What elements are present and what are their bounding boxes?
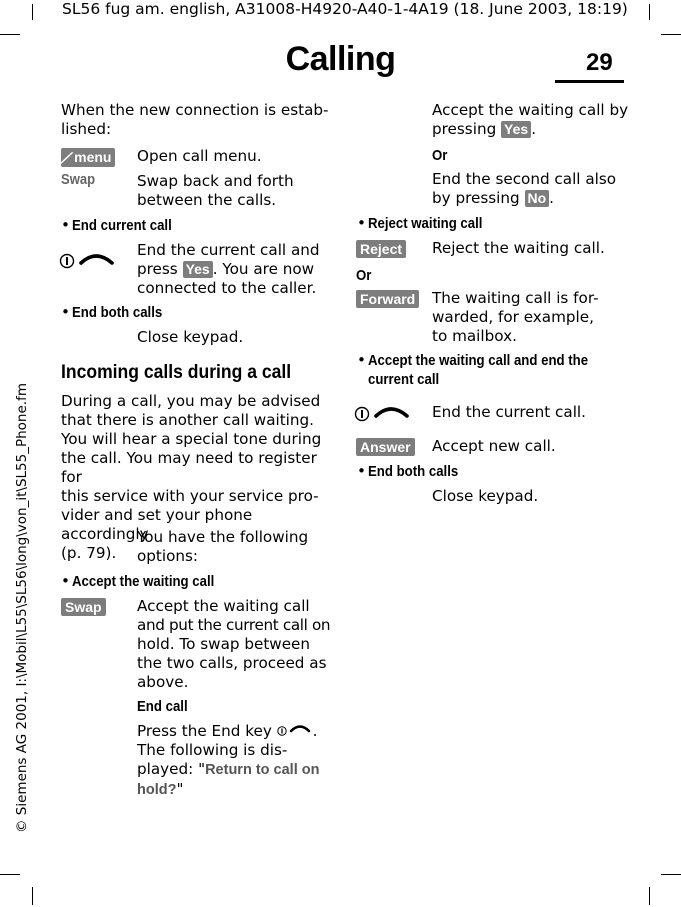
- accept-waiting-heading: Accept the waiting call: [72, 573, 215, 590]
- end-second-desc: End the second call also by pressing No .: [432, 170, 617, 207]
- crop-mark: [0, 34, 20, 35]
- end-key-icon: [60, 250, 120, 272]
- or-label: Or: [432, 147, 448, 164]
- end-both-calls-heading: End both calls: [368, 463, 459, 480]
- bullet: •: [61, 572, 70, 590]
- reject-waiting-heading: Reject waiting call: [368, 215, 483, 232]
- end-current-call-desc: End the current call.: [432, 403, 586, 421]
- header-rule: [555, 80, 624, 83]
- incoming-paragraph: During a call, you may be advised that there is another call waiting. You will hear a special tone during the call. You may need to register for this service with your service pro- vider and set your phone accordingly (p. 79).: [61, 392, 322, 562]
- page-number: 29: [586, 49, 613, 76]
- bullet: •: [61, 216, 70, 234]
- footer-path: Siemens AG 2001, I:\Mobil\L55\SL56\long\von_it\SL55_Phone.fm: [14, 383, 30, 816]
- end-key-icon: [277, 722, 313, 738]
- page-title: Calling: [285, 40, 396, 78]
- bullet: •: [357, 462, 366, 480]
- options-text: You have the following options:: [137, 528, 309, 565]
- running-head: SL56 fug am. english, A31008-H4920-A40-1-4A19 (18. June 2003, 18:19): [62, 0, 628, 18]
- crop-mark: [32, 4, 33, 20]
- close-keypad-text: Close keypad.: [137, 328, 244, 346]
- menu-desc: Open call menu.: [137, 147, 262, 165]
- crop-mark: [661, 874, 681, 875]
- end-key-icon: [355, 403, 415, 425]
- accept-and-end-heading: Accept the waiting call and end the current call: [368, 352, 589, 388]
- end-call-subheading: End call: [137, 698, 188, 715]
- copyright-symbol: ©: [14, 819, 30, 833]
- incoming-calls-heading: Incoming calls during a call: [61, 361, 292, 383]
- sidebar-copyright: [14, 383, 30, 833]
- close-keypad-text: Close keypad.: [432, 487, 539, 505]
- accept-by-yes-desc: Accept the waiting call by pressing Yes .: [432, 101, 629, 138]
- answer-softkey: Answer: [356, 437, 415, 456]
- crop-mark: [32, 887, 33, 905]
- forward-desc: The waiting call is for- warded, for example, to mailbox.: [432, 289, 599, 345]
- crop-mark: [661, 34, 681, 35]
- forward-softkey: Forward: [356, 289, 419, 308]
- yes-softkey: Yes: [183, 261, 213, 278]
- crop-mark: [649, 887, 650, 905]
- crop-mark: [649, 4, 650, 20]
- no-softkey: No: [525, 190, 550, 207]
- menu-softkey: ╱ menu: [61, 147, 115, 167]
- crop-mark: [0, 874, 20, 875]
- reject-softkey: Reject: [356, 239, 406, 258]
- bullet: •: [357, 214, 366, 232]
- answer-desc: Accept new call.: [432, 437, 556, 455]
- return-prompt: Return to call on: [205, 762, 320, 778]
- reject-desc: Reject the waiting call.: [432, 239, 605, 257]
- bullet: •: [357, 351, 366, 369]
- bullet: •: [61, 303, 70, 321]
- or-label: Or: [356, 267, 372, 284]
- swap-desc: Swap back and forth between the calls.: [137, 172, 294, 209]
- swap-softkey: Swap: [61, 597, 106, 616]
- yes-softkey: Yes: [501, 121, 531, 138]
- end-current-desc: End the current call and press Yes . You are now connected to the caller.: [137, 241, 320, 297]
- intro-text: When the new connection is estab-lished:: [61, 101, 329, 138]
- accept-waiting-desc: Accept the waiting call and put the current call on hold. To swap between the two calls, proceed as above.: [137, 597, 331, 691]
- end-current-call-heading: End current call: [72, 217, 172, 234]
- end-both-calls-heading: End both calls: [72, 304, 163, 321]
- pencil-icon: ╱: [60, 150, 73, 166]
- swap-label: Swap: [61, 172, 96, 188]
- end-call-desc: Press the End key . The following is dis- played: "Return to call on hold?": [137, 722, 320, 798]
